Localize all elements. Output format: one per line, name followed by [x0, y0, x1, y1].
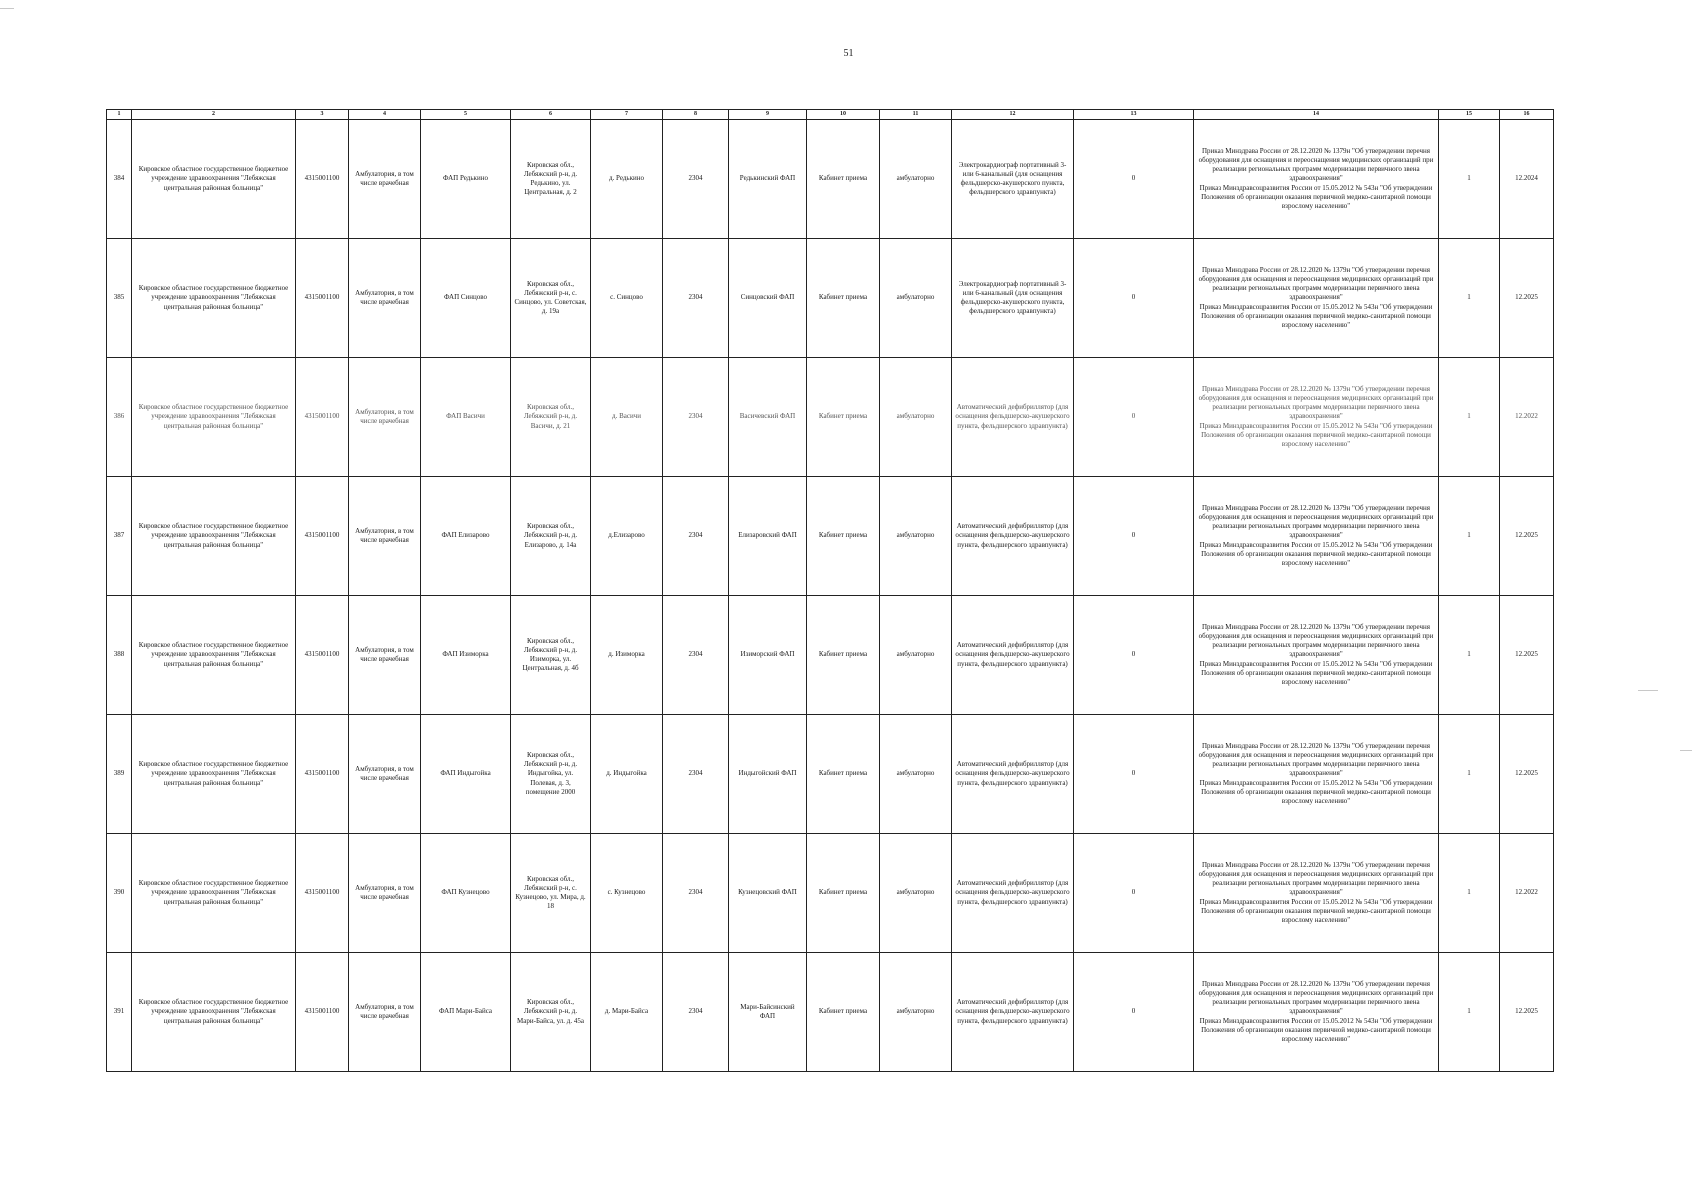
address-cell: Кировская обл., Лебяжский р-н, д. Редькино, ул. Центральная, д. 2	[511, 120, 591, 239]
organization-cell: Кировское областное государственное бюджетное учреждение здравоохранения "Лебяжская центральная районная больница"	[132, 596, 296, 715]
deadline-cell: 12.2022	[1500, 358, 1554, 477]
facility-type-cell: Амбулатория, в том числе врачебная	[349, 477, 421, 596]
facility-name-cell: ФАП Елизарово	[421, 477, 511, 596]
organization-cell: Кировское областное государственное бюджетное учреждение здравоохранения "Лебяжская центральная районная больница"	[132, 477, 296, 596]
quantity-available-cell: 0	[1074, 358, 1194, 477]
quantity-available-cell: 0	[1074, 715, 1194, 834]
quantity-required-cell: 1	[1439, 120, 1500, 239]
settlement-code-cell: 2304	[663, 715, 729, 834]
column-number: 8	[663, 110, 729, 120]
settlement-code-cell: 2304	[663, 120, 729, 239]
unit-cell: Мари-Байсинский ФАП	[729, 953, 807, 1072]
org-code-cell: 4315001100	[296, 596, 349, 715]
scan-artifact	[1680, 750, 1692, 751]
deadline-cell: 12.2024	[1500, 120, 1554, 239]
room-cell: Кабинет приема	[807, 477, 880, 596]
table-row	[107, 596, 1554, 715]
settlement-cell: д.Елизарово	[591, 477, 663, 596]
org-code-cell: 4315001100	[296, 358, 349, 477]
room-cell: Кабинет приема	[807, 715, 880, 834]
column-number: 15	[1439, 110, 1500, 120]
legal-basis-cell: Приказ Минздрава России от 28.12.2020 № 1379н "Об утверждении перечня оборудования для оснащения и переоснащения медицинских организаций при реализации региональных программ модернизации первичного звена здравоохранения" Приказ Минздравсоцразвития России от 15.05.2012 № 543н "Об утверждении Положения об организации оказания первичной медико-санитарной помощи взрослому населению"	[1194, 834, 1439, 953]
unit-cell: Индыгойский ФАП	[729, 715, 807, 834]
settlement-cell: д. Мари-Байса	[591, 953, 663, 1072]
column-number: 13	[1074, 110, 1194, 120]
settlement-code-cell: 2304	[663, 477, 729, 596]
care-mode-cell: амбулаторно	[880, 834, 952, 953]
scan-artifact	[0, 8, 14, 9]
facility-type-cell: Амбулатория, в том числе врачебная	[349, 358, 421, 477]
page-number: 51	[843, 48, 854, 59]
settlement-cell: д. Редькино	[591, 120, 663, 239]
table-row	[107, 834, 1554, 953]
scan-artifact	[1638, 690, 1658, 691]
facility-name-cell: ФАП Мари-Байса	[421, 953, 511, 1072]
care-mode-cell: амбулаторно	[880, 477, 952, 596]
deadline-cell: 12.2025	[1500, 715, 1554, 834]
row-number-cell: 387	[107, 477, 132, 596]
quantity-required-cell: 1	[1439, 596, 1500, 715]
table-row	[107, 953, 1554, 1072]
deadline-cell: 12.2025	[1500, 239, 1554, 358]
equipment-cell: Автоматический дефибриллятор (для оснащения фельдшерско-акушерского пункта, фельдшерского здравпункта)	[952, 358, 1074, 477]
care-mode-cell: амбулаторно	[880, 953, 952, 1072]
deadline-cell: 12.2025	[1500, 477, 1554, 596]
organization-cell: Кировское областное государственное бюджетное учреждение здравоохранения "Лебяжская центральная районная больница"	[132, 239, 296, 358]
quantity-required-cell: 1	[1439, 239, 1500, 358]
equipment-cell: Электрокардиограф портативный 3- или 6-канальный (для оснащения фельдшерско-акушерского пункта, фельдшерского здравпункта)	[952, 239, 1074, 358]
equipment-register-table	[106, 109, 1554, 1072]
row-number-cell: 390	[107, 834, 132, 953]
facility-type-cell: Амбулатория, в том числе врачебная	[349, 715, 421, 834]
column-number: 9	[729, 110, 807, 120]
legal-basis-cell: Приказ Минздрава России от 28.12.2020 № 1379н "Об утверждении перечня оборудования для оснащения и переоснащения медицинских организаций при реализации региональных программ модернизации первичного звена здравоохранения" Приказ Минздравсоцразвития России от 15.05.2012 № 543н "Об утверждении Положения об организации оказания первичной медико-санитарной помощи взрослому населению"	[1194, 596, 1439, 715]
facility-name-cell: ФАП Васичи	[421, 358, 511, 477]
quantity-required-cell: 1	[1439, 358, 1500, 477]
settlement-code-cell: 2304	[663, 239, 729, 358]
quantity-available-cell: 0	[1074, 596, 1194, 715]
equipment-cell: Автоматический дефибриллятор (для оснащения фельдшерско-акушерского пункта, фельдшерского здравпункта)	[952, 834, 1074, 953]
row-number-cell: 389	[107, 715, 132, 834]
address-cell: Кировская обл., Лебяжский р-н, д. Васичи, д. 21	[511, 358, 591, 477]
org-code-cell: 4315001100	[296, 239, 349, 358]
organization-cell: Кировское областное государственное бюджетное учреждение здравоохранения "Лебяжская центральная районная больница"	[132, 834, 296, 953]
care-mode-cell: амбулаторно	[880, 596, 952, 715]
column-number: 2	[132, 110, 296, 120]
table-row	[107, 715, 1554, 834]
table-row	[107, 120, 1554, 239]
settlement-code-cell: 2304	[663, 596, 729, 715]
organization-cell: Кировское областное государственное бюджетное учреждение здравоохранения "Лебяжская центральная районная больница"	[132, 120, 296, 239]
address-cell: Кировская обл., Лебяжский р-н, с. Кузнецово, ул. Мира, д. 18	[511, 834, 591, 953]
org-code-cell: 4315001100	[296, 953, 349, 1072]
org-code-cell: 4315001100	[296, 715, 349, 834]
organization-cell: Кировское областное государственное бюджетное учреждение здравоохранения "Лебяжская центральная районная больница"	[132, 953, 296, 1072]
equipment-cell: Автоматический дефибриллятор (для оснащения фельдшерско-акушерского пункта, фельдшерского здравпункта)	[952, 953, 1074, 1072]
address-cell: Кировская обл., Лебяжский р-н, д. Индыгойка, ул. Полевая, д. 3, помещение 2000	[511, 715, 591, 834]
column-number: 10	[807, 110, 880, 120]
column-number: 11	[880, 110, 952, 120]
quantity-available-cell: 0	[1074, 477, 1194, 596]
organization-cell: Кировское областное государственное бюджетное учреждение здравоохранения "Лебяжская центральная районная больница"	[132, 715, 296, 834]
facility-name-cell: ФАП Изиморка	[421, 596, 511, 715]
unit-cell: Изиморский ФАП	[729, 596, 807, 715]
row-number-cell: 391	[107, 953, 132, 1072]
org-code-cell: 4315001100	[296, 834, 349, 953]
unit-cell: Редькинский ФАП	[729, 120, 807, 239]
legal-basis-cell: Приказ Минздрава России от 28.12.2020 № 1379н "Об утверждении перечня оборудования для оснащения и переоснащения медицинских организаций при реализации региональных программ модернизации первичного звена здравоохранения" Приказ Минздравсоцразвития России от 15.05.2012 № 543н "Об утверждении Положения об организации оказания первичной медико-санитарной помощи взрослому населению"	[1194, 477, 1439, 596]
organization-cell: Кировское областное государственное бюджетное учреждение здравоохранения "Лебяжская центральная районная больница"	[132, 358, 296, 477]
address-cell: Кировская обл., Лебяжский р-н, с. Синцово, ул. Советская, д. 19а	[511, 239, 591, 358]
unit-cell: Кузнецовский ФАП	[729, 834, 807, 953]
column-number: 12	[952, 110, 1074, 120]
unit-cell: Васичевский ФАП	[729, 358, 807, 477]
quantity-required-cell: 1	[1439, 953, 1500, 1072]
quantity-available-cell: 0	[1074, 239, 1194, 358]
address-cell: Кировская обл., Лебяжский р-н, д. Мари-Байса, ул. д. 45а	[511, 953, 591, 1072]
settlement-code-cell: 2304	[663, 953, 729, 1072]
table-row	[107, 358, 1554, 477]
column-number: 3	[296, 110, 349, 120]
deadline-cell: 12.2025	[1500, 953, 1554, 1072]
room-cell: Кабинет приема	[807, 596, 880, 715]
equipment-cell: Электрокардиограф портативный 3- или 6-канальный (для оснащения фельдшерско-акушерского пункта, фельдшерского здравпункта)	[952, 120, 1074, 239]
facility-name-cell: ФАП Индыгойка	[421, 715, 511, 834]
legal-basis-cell: Приказ Минздрава России от 28.12.2020 № 1379н "Об утверждении перечня оборудования для оснащения и переоснащения медицинских организаций при реализации региональных программ модернизации первичного звена здравоохранения" Приказ Минздравсоцразвития России от 15.05.2012 № 543н "Об утверждении Положения об организации оказания первичной медико-санитарной помощи взрослому населению"	[1194, 953, 1439, 1072]
facility-type-cell: Амбулатория, в том числе врачебная	[349, 239, 421, 358]
settlement-cell: д. Изиморка	[591, 596, 663, 715]
column-number-row	[107, 110, 1554, 120]
table-row	[107, 239, 1554, 358]
facility-type-cell: Амбулатория, в том числе врачебная	[349, 596, 421, 715]
room-cell: Кабинет приема	[807, 953, 880, 1072]
care-mode-cell: амбулаторно	[880, 120, 952, 239]
quantity-available-cell: 0	[1074, 120, 1194, 239]
facility-name-cell: ФАП Кузнецово	[421, 834, 511, 953]
facility-type-cell: Амбулатория, в том числе врачебная	[349, 120, 421, 239]
care-mode-cell: амбулаторно	[880, 358, 952, 477]
column-number: 6	[511, 110, 591, 120]
settlement-cell: с. Синцово	[591, 239, 663, 358]
column-number: 4	[349, 110, 421, 120]
address-cell: Кировская обл., Лебяжский р-н, д. Елизарово, д. 14а	[511, 477, 591, 596]
facility-type-cell: Амбулатория, в том числе врачебная	[349, 953, 421, 1072]
quantity-available-cell: 0	[1074, 953, 1194, 1072]
room-cell: Кабинет приема	[807, 834, 880, 953]
quantity-required-cell: 1	[1439, 834, 1500, 953]
care-mode-cell: амбулаторно	[880, 715, 952, 834]
column-number: 5	[421, 110, 511, 120]
row-number-cell: 386	[107, 358, 132, 477]
address-cell: Кировская обл., Лебяжский р-н, д. Изиморка, ул. Центральная, д. 4б	[511, 596, 591, 715]
row-number-cell: 384	[107, 120, 132, 239]
facility-type-cell: Амбулатория, в том числе врачебная	[349, 834, 421, 953]
org-code-cell: 4315001100	[296, 120, 349, 239]
room-cell: Кабинет приема	[807, 358, 880, 477]
column-number: 16	[1500, 110, 1554, 120]
equipment-cell: Автоматический дефибриллятор (для оснащения фельдшерско-акушерского пункта, фельдшерского здравпункта)	[952, 596, 1074, 715]
facility-name-cell: ФАП Синцово	[421, 239, 511, 358]
table-row	[107, 477, 1554, 596]
settlement-cell: д. Васичи	[591, 358, 663, 477]
unit-cell: Синцовский ФАП	[729, 239, 807, 358]
legal-basis-cell: Приказ Минздрава России от 28.12.2020 № 1379н "Об утверждении перечня оборудования для оснащения и переоснащения медицинских организаций при реализации региональных программ модернизации первичного звена здравоохранения" Приказ Минздравсоцразвития России от 15.05.2012 № 543н "Об утверждении Положения об организации оказания первичной медико-санитарной помощи взрослому населению"	[1194, 715, 1439, 834]
deadline-cell: 12.2022	[1500, 834, 1554, 953]
org-code-cell: 4315001100	[296, 477, 349, 596]
quantity-required-cell: 1	[1439, 477, 1500, 596]
settlement-code-cell: 2304	[663, 358, 729, 477]
room-cell: Кабинет приема	[807, 239, 880, 358]
care-mode-cell: амбулаторно	[880, 239, 952, 358]
unit-cell: Елизаровский ФАП	[729, 477, 807, 596]
legal-basis-cell: Приказ Минздрава России от 28.12.2020 № 1379н "Об утверждении перечня оборудования для оснащения и переоснащения медицинских организаций при реализации региональных программ модернизации первичного звена здравоохранения" Приказ Минздравсоцразвития России от 15.05.2012 № 543н "Об утверждении Положения об организации оказания первичной медико-санитарной помощи взрослому населению"	[1194, 239, 1439, 358]
legal-basis-cell: Приказ Минздрава России от 28.12.2020 № 1379н "Об утверждении перечня оборудования для оснащения и переоснащения медицинских организаций при реализации региональных программ модернизации первичного звена здравоохранения" Приказ Минздравсоцразвития России от 15.05.2012 № 543н "Об утверждении Положения об организации оказания первичной медико-санитарной помощи взрослому населению"	[1194, 120, 1439, 239]
legal-basis-cell: Приказ Минздрава России от 28.12.2020 № 1379н "Об утверждении перечня оборудования для оснащения и переоснащения медицинских организаций при реализации региональных программ модернизации первичного звена здравоохранения" Приказ Минздравсоцразвития России от 15.05.2012 № 543н "Об утверждении Положения об организации оказания первичной медико-санитарной помощи взрослому населению"	[1194, 358, 1439, 477]
column-number: 14	[1194, 110, 1439, 120]
deadline-cell: 12.2025	[1500, 596, 1554, 715]
quantity-required-cell: 1	[1439, 715, 1500, 834]
room-cell: Кабинет приема	[807, 120, 880, 239]
row-number-cell: 385	[107, 239, 132, 358]
quantity-available-cell: 0	[1074, 834, 1194, 953]
settlement-cell: д. Индыгойка	[591, 715, 663, 834]
row-number-cell: 388	[107, 596, 132, 715]
facility-name-cell: ФАП Редькино	[421, 120, 511, 239]
settlement-cell: с. Кузнецово	[591, 834, 663, 953]
column-number: 1	[107, 110, 132, 120]
column-number: 7	[591, 110, 663, 120]
settlement-code-cell: 2304	[663, 834, 729, 953]
equipment-cell: Автоматический дефибриллятор (для оснащения фельдшерско-акушерского пункта, фельдшерского здравпункта)	[952, 715, 1074, 834]
equipment-cell: Автоматический дефибриллятор (для оснащения фельдшерско-акушерского пункта, фельдшерского здравпункта)	[952, 477, 1074, 596]
